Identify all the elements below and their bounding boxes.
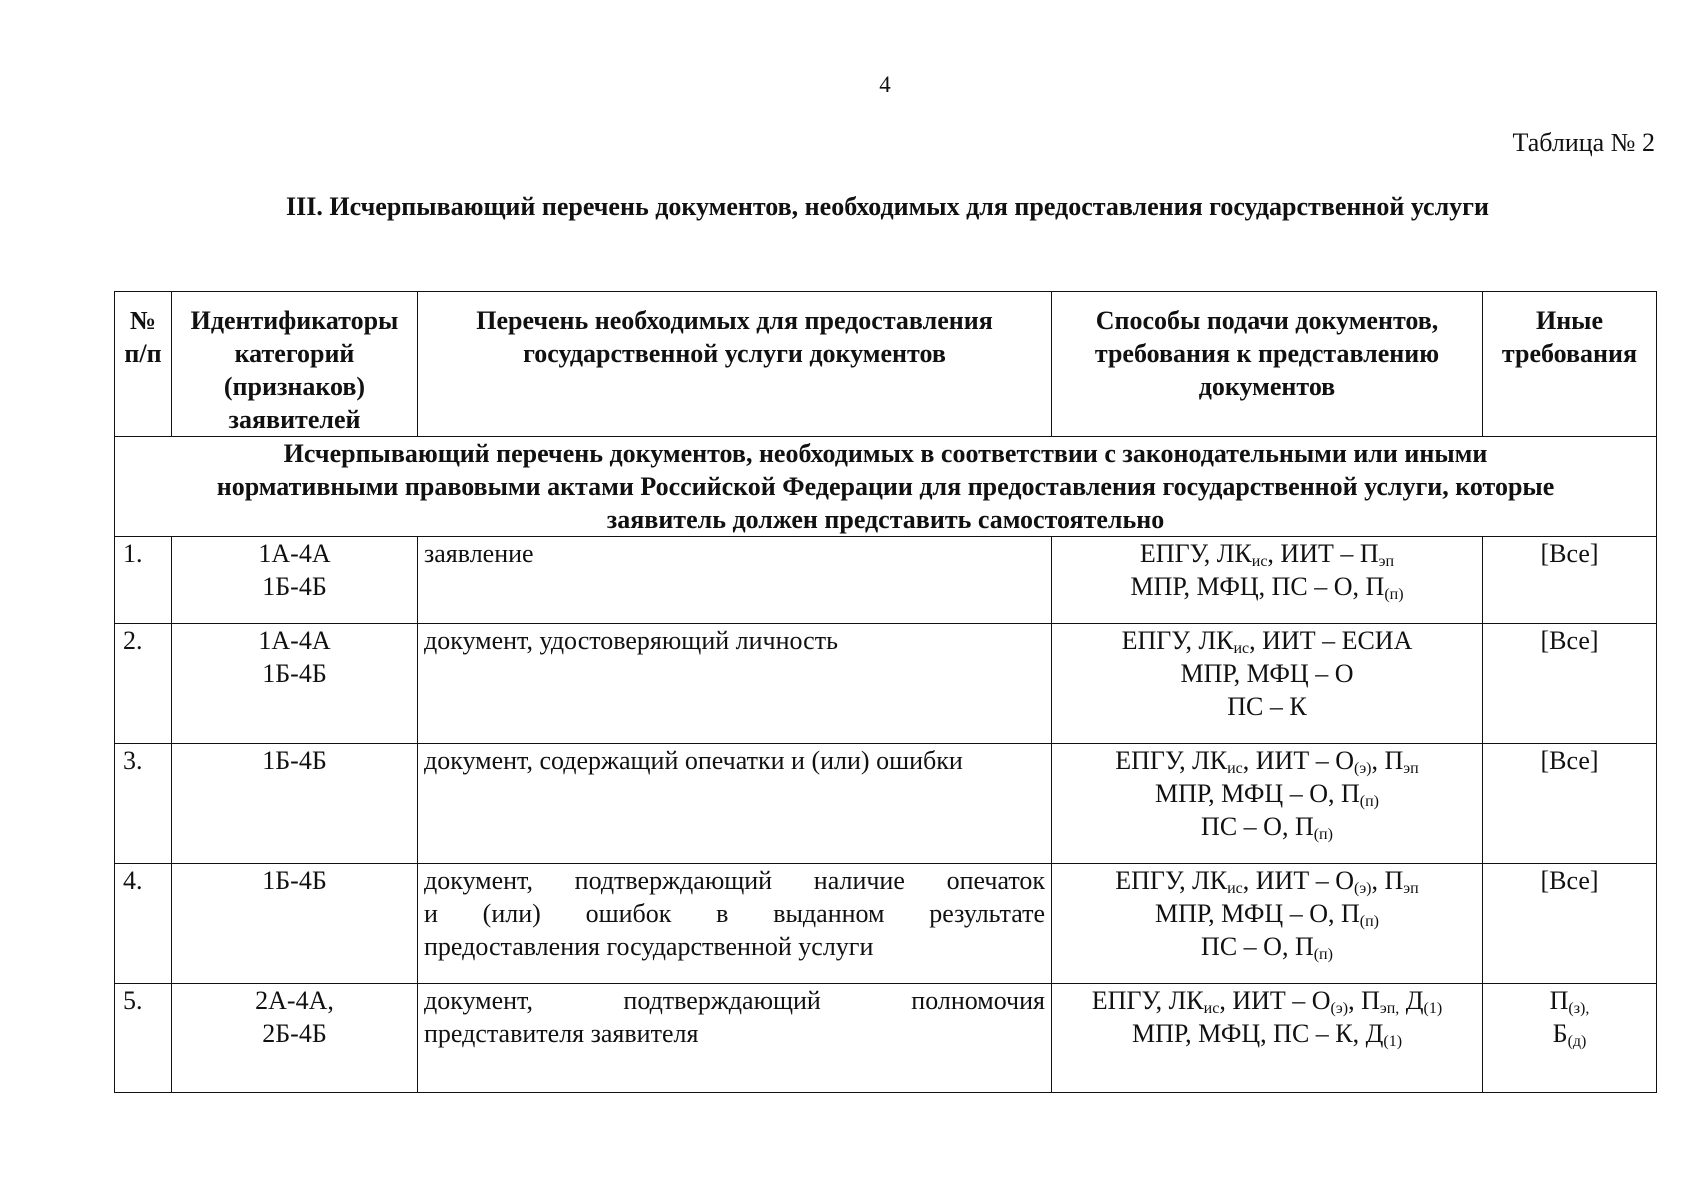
header-other: Иные требования [1483,292,1657,437]
row-number: 2. [115,624,172,744]
table-row [115,537,1657,624]
section-title: III. Исчерпывающий перечень документов, необходимых для предоставления государственной услуги [286,192,1489,221]
header-categories: Идентификаторы категорий (признаков) заявителей [172,292,418,437]
method-line: МПР, МФЦ – О, $П_{(п)}$ [1155,779,1379,810]
row-methods [1052,537,1483,624]
row-document: документ, подтверждающий полномочия представителя заявителя [418,984,1052,1093]
row-other: [Все] [1483,864,1657,984]
method-line: ПС – О, $П_{(п)}$ [1201,812,1333,843]
row-categories: 1А-4А 1Б-4Б [172,624,418,744]
table-row [115,744,1657,864]
method-line: ЕПГУ, $ЛК_{ис}$, ИИТ – $О_{(э)}$, $П_{эп}$ [1115,746,1419,777]
row-categories: 1Б-4Б [172,744,418,864]
row-methods [1052,864,1483,984]
documents-table [114,291,1657,1093]
method-line: МПР, МФЦ – О, $П_{(п)}$ [1155,899,1379,930]
row-document: заявление [418,537,1052,624]
method-line: МПР, МФЦ – О [1180,659,1354,688]
row-document: документ, содержащий опечатки и (или) ошибки [418,744,1052,864]
method-line: ЕПГУ, $ЛК_{ис}$, ИИТ – $О_{(э)}$, $П_{эп}$ [1115,866,1419,897]
method-line: МПР, МФЦ, ПС – К, $Д_{(1)}$ [1131,1019,1403,1050]
method-line: ПС – О, $П_{(п)}$ [1201,932,1333,963]
span-row-text: Исчерпывающий перечень документов, необходимых в соответствии с законодательными или иными нормативными правовыми актами Российской Федерации для предоставления государственной услуги, которые заявитель должен представить самостоятельно [115,437,1657,537]
table-caption: Таблица № 2 [1512,128,1655,157]
page-number: 4 [879,72,891,97]
method-line: ПС – К [1227,692,1307,721]
row-number: 4. [115,864,172,984]
section-span-row [115,437,1657,537]
row-document: документ, удостоверяющий личность [418,624,1052,744]
row-methods [1052,624,1483,744]
header-methods: Способы подачи документов, требования к представлению документов [1052,292,1483,437]
row-document: документ, подтверждающий наличие опечаток и (или) ошибок в выданном результате предоставления государственной услуги [418,864,1052,984]
table-row [115,624,1657,744]
method-line: ЕПГУ, $ЛК_{ис}$, ИИТ – $П_{эп}$ [1139,539,1395,570]
table-row [115,864,1657,984]
row-number: 1. [115,537,172,624]
row-other: [Все] [1483,624,1657,744]
header-documents: Перечень необходимых для предоставления государственной услуги документов [418,292,1052,437]
row-number: 5. [115,984,172,1093]
method-line: ЕПГУ, $ЛК_{ис}$, ИИТ – ЕСИА [1121,626,1413,657]
row-categories: 1А-4А 1Б-4Б [172,537,418,624]
header-row [115,292,1657,437]
row-methods [1052,744,1483,864]
row-categories: 2А-4А, 2Б-4Б [172,984,418,1093]
method-line: МПР, МФЦ, ПС – О, $П_{(п)}$ [1130,572,1404,603]
row-other: $П_{(з),}$ $Б_{(д)}$ [1483,984,1657,1093]
row-other: [Все] [1483,744,1657,864]
header-num: № п/п [115,292,172,437]
row-other: [Все] [1483,537,1657,624]
table-row [115,984,1657,1093]
row-methods [1052,984,1483,1093]
row-categories: 1Б-4Б [172,864,418,984]
method-line: ЕПГУ, $ЛК_{ис}$, ИИТ – $О_{(э)}$, $П_{эп,}$ $Д_{(1)}$ [1091,986,1443,1017]
row-number: 3. [115,744,172,864]
